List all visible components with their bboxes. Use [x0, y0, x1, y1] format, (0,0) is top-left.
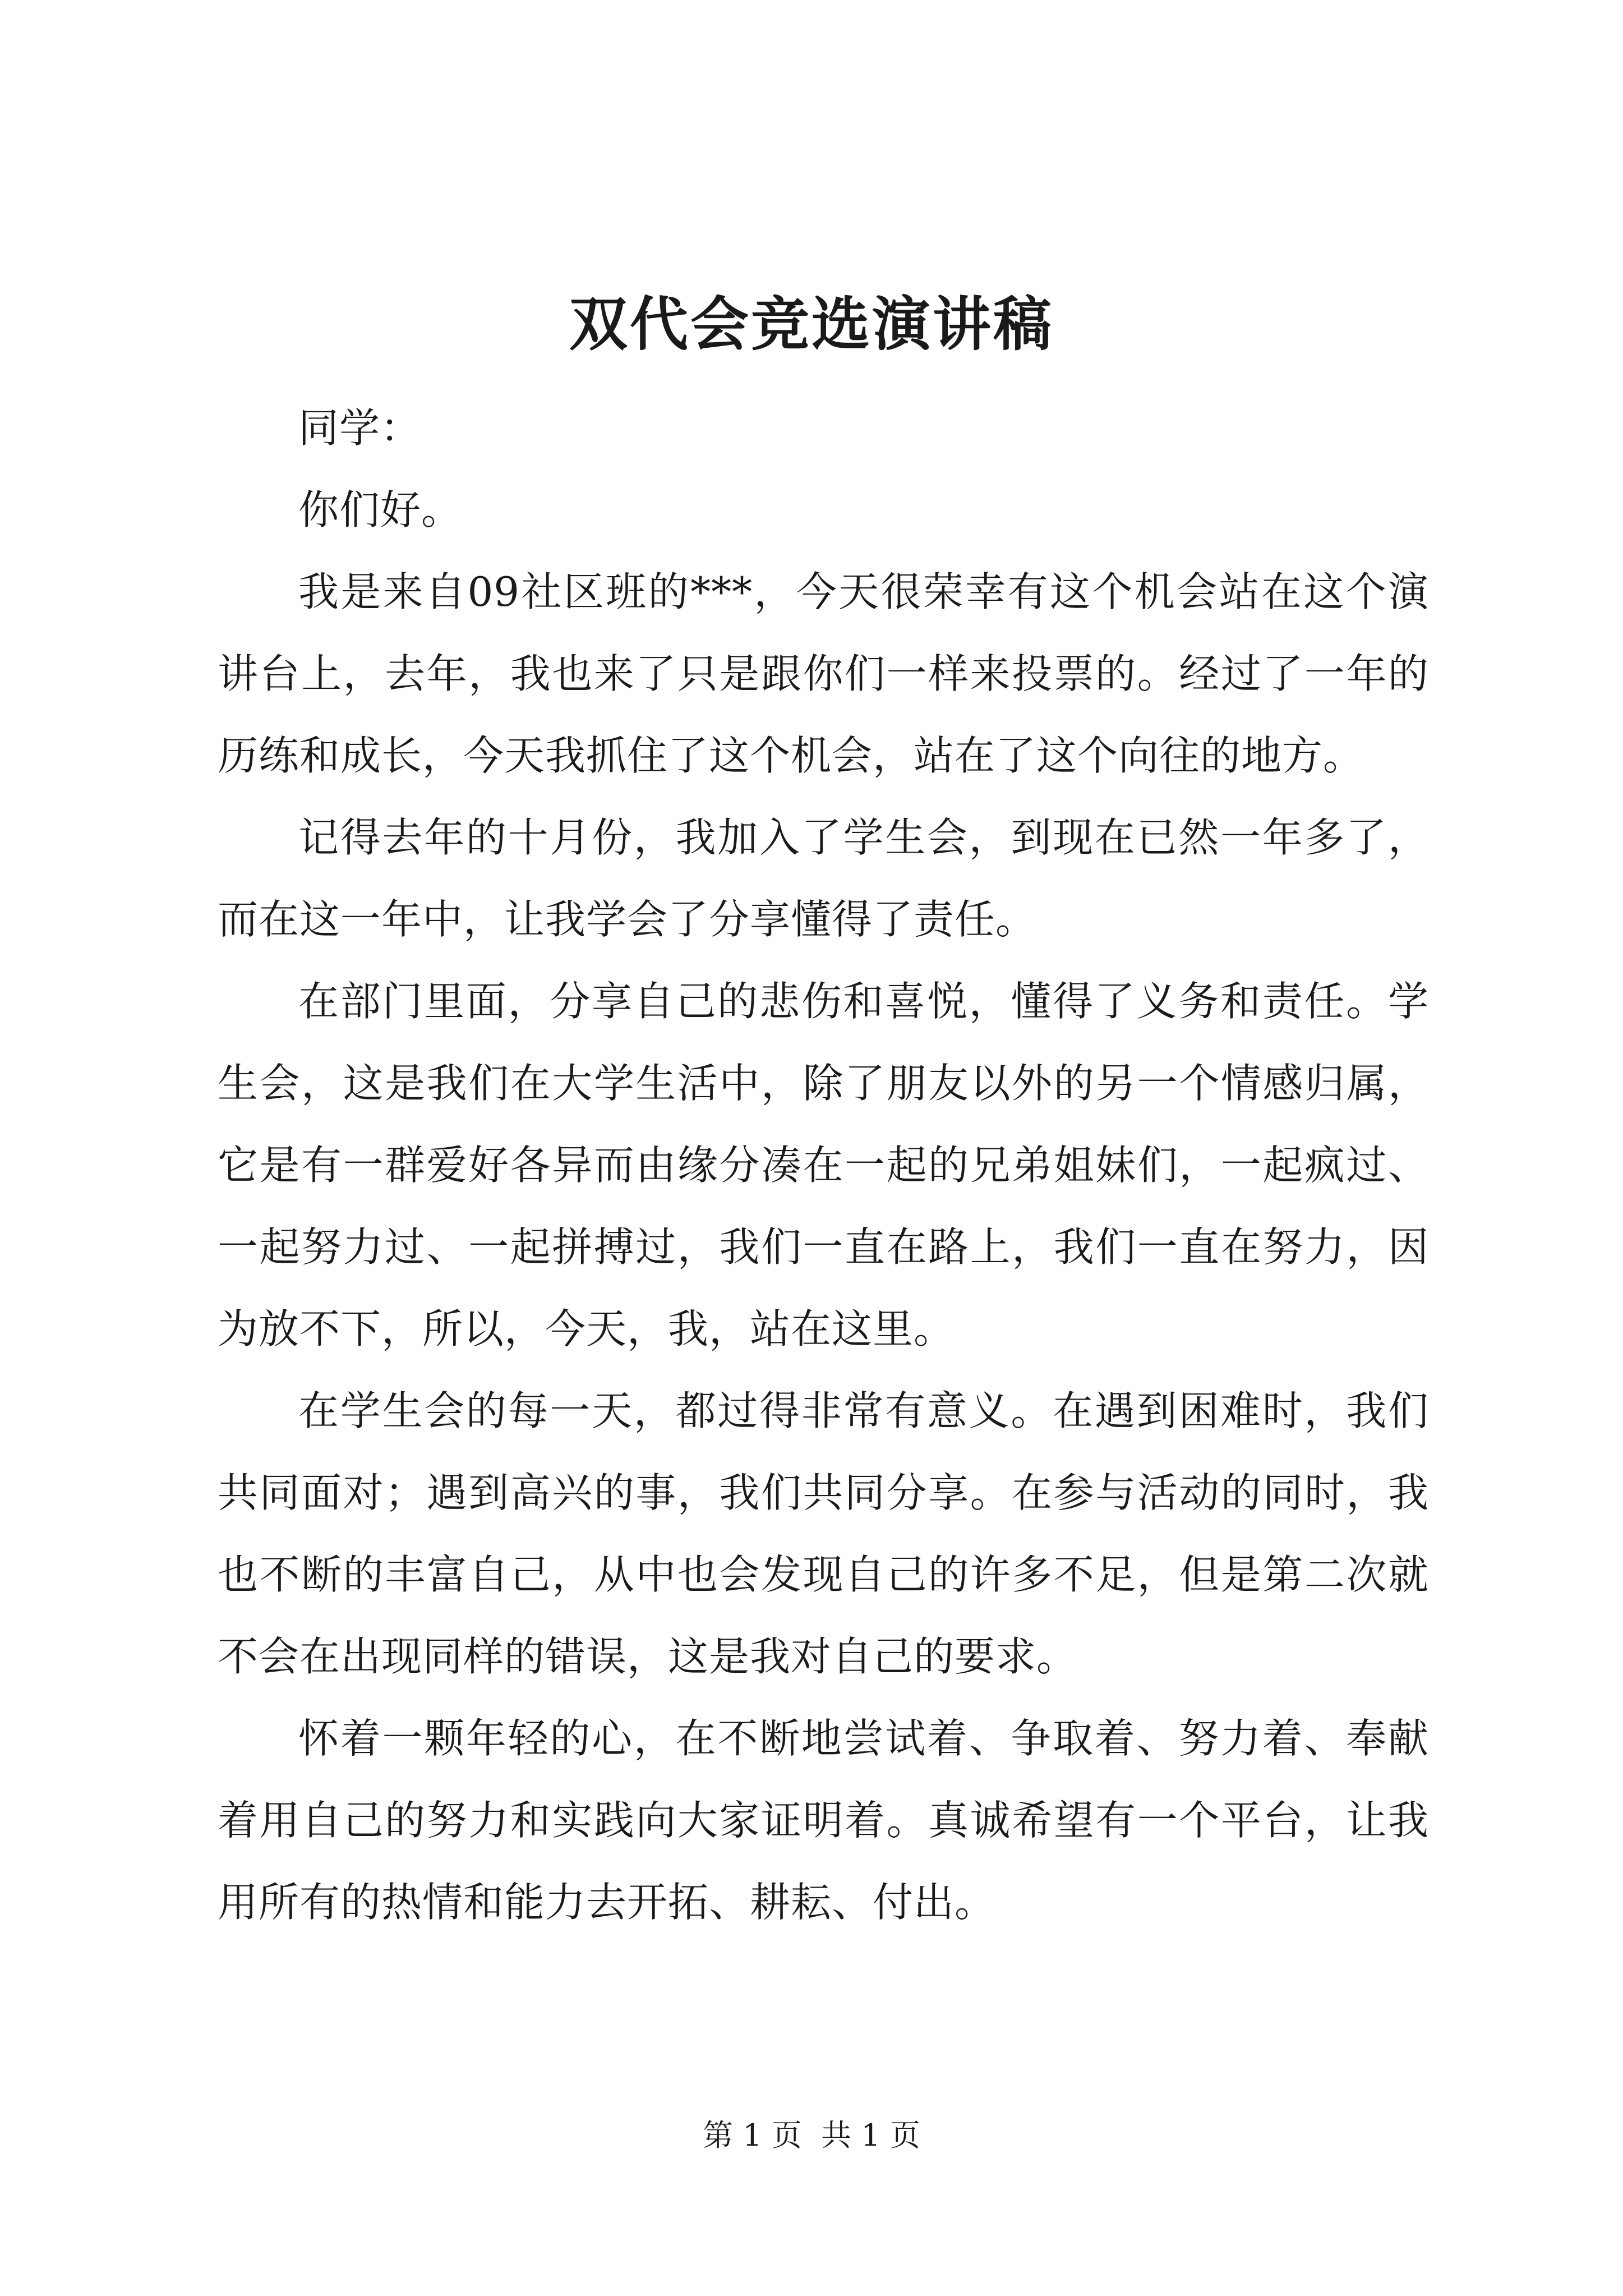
paragraph-salutation: 同学：	[298, 404, 422, 452]
paragraph-closing: 怀着一颗年轻的心，在不断地尝试着、争取着、努力着、奉献着用自己的努力和实践向大家证明着。真诚希望有一个平台，让我用所有的热情和能力去开拓、耕耘、付出。	[218, 1715, 1429, 1926]
page-number-label: 第 1 页	[703, 2118, 802, 2153]
paragraph-joining: 记得去年的十月份，我加入了学生会，到现在已然一年多了，而在这一年中，让我学会了分享懂得了责任。	[218, 814, 1429, 943]
page-footer	[0, 2116, 1623, 2155]
document-body	[218, 387, 1429, 1943]
paragraph-greeting: 你们好。	[298, 486, 463, 533]
paragraph-every-day: 在学生会的每一天，都过得非常有意义。在遇到困难时，我们共同面对；遇到高兴的事，我们共同分享。在参与活动的同时，我也不断的丰富自己，从中也会发现自己的许多不足，但是第二次就不会在出现同样的错误，这是我对自己的要求。	[218, 1387, 1429, 1680]
page-total-label: 共 1 页	[821, 2118, 920, 2153]
paragraph-introduction: 我是来自09社区班的***，今天很荣幸有这个机会站在这个演讲台上，去年，我也来了只是跟你们一样来投票的。经过了一年的历练和成长，今天我抓住了这个机会，站在了这个向往的地方。	[218, 568, 1429, 779]
paragraph-department: 在部门里面，分享自己的悲伤和喜悦，懂得了义务和责任。学生会，这是我们在大学生活中，除了朋友以外的另一个情感归属，它是有一群爱好各异而由缘分凑在一起的兄弟姐妹们，一起疯过、一起努力过、一起拼搏过，我们一直在路上，我们一直在努力，因为放不下，所以，今天，我，站在这里。	[218, 978, 1429, 1352]
document-title: 双代会竞选演讲稿	[569, 289, 1054, 358]
